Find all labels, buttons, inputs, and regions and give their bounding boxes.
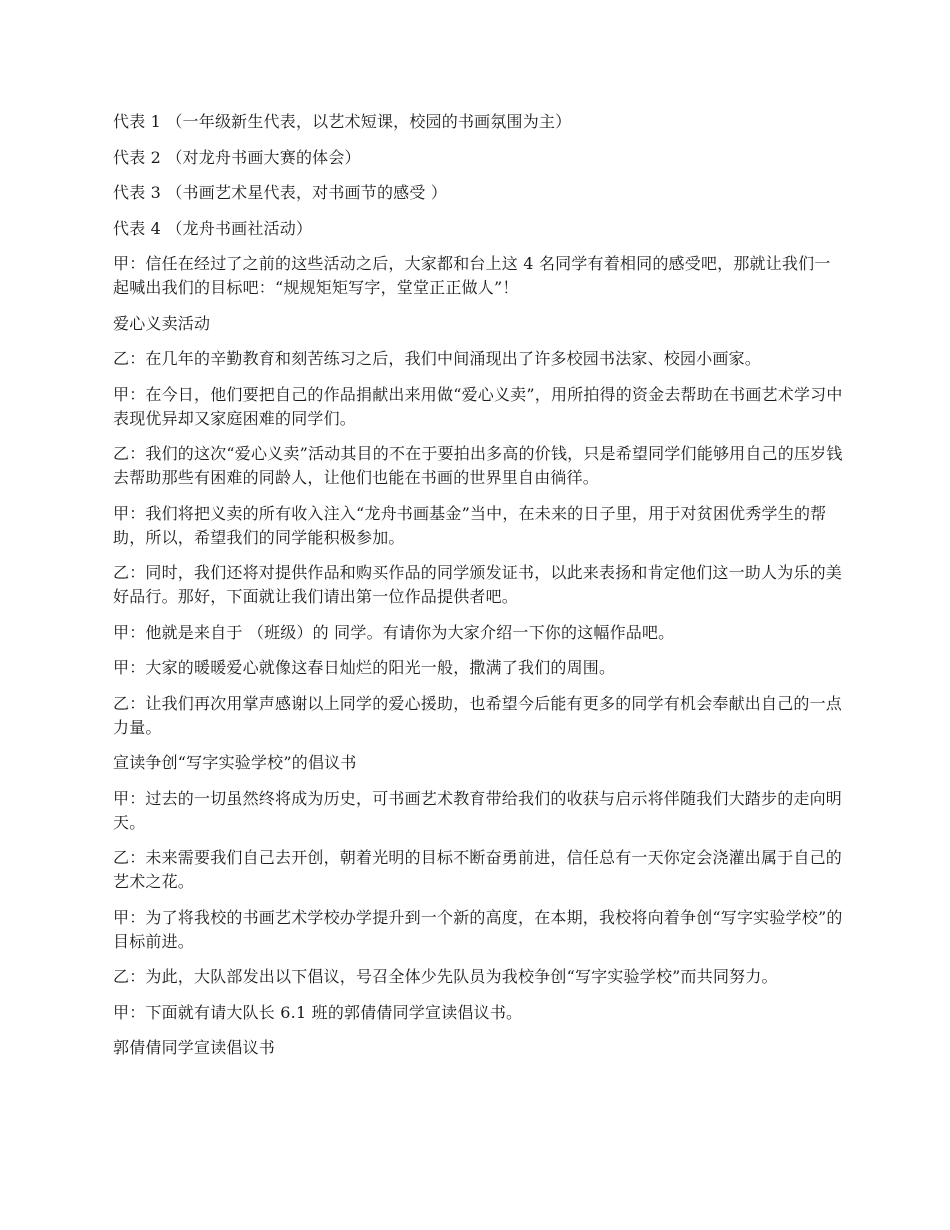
paragraph-yi-12: 乙：为此，大队部发出以下倡议，号召全体少先队员为我校争创“写字实验学校”而共同努力。 [113, 967, 778, 986]
paragraph-jia-11: 甲：为了将我校的书画艺术学校办学提升到一个新的高度，在本期，我校将向着争创“写字实验学校”的目标前进。 [113, 907, 843, 951]
document-page [113, 110, 843, 1072]
section-heading-charity-sale: 爱心义卖活动 [113, 313, 211, 333]
paragraph-yi-10: 乙：未来需要我们自己去开创，朝着光明的目标不断奋勇前进，信任总有一天你定会浇灌出属于自己的艺术之花。 [113, 848, 843, 891]
paragraph-jia-4: 甲：我们将把义卖的所有收入注入“龙舟书画基金”当中，在未来的日子里，用于对贫困优秀学生的帮助，所以，希望我们的同学能积极参加。 [113, 503, 827, 547]
section-heading-reading: 郭倩倩同学宣读倡议书 [113, 1038, 276, 1057]
paragraph-jia-7: 甲：大家的暖暖爱心就像这春日灿烂的阳光一般，撒满了我们的周围。 [113, 658, 616, 677]
paragraph-rep-3: 代表 3 （书画艺术星代表，对书画节的感受 ） [113, 183, 448, 202]
paragraph-yi-8: 乙：让我们再次用掌声感谢以上同学的爱心援助，也希望今后能有更多的同学有机会奉献出自己的一点力量。 [113, 693, 843, 737]
paragraph-jia-slogan: 甲：信任在经过了之前的这些活动之后，大家都和台上这 4 名同学有着相同的感受吧，那就让我们一起喊出我们的目标吧：“规规矩矩写字，堂堂正正做人”！ [113, 254, 831, 297]
paragraph-jia-9: 甲：过去的一切虽然终将成为历史，可书画艺术教育带给我们的收获与启示将伴随我们大踏步的走向明天。 [113, 788, 843, 832]
paragraph-yi-3: 乙：我们的这次“爱心义卖”活动其目的不在于要拍出多高的价钱，只是希望同学们能够用自己的压岁钱去帮助那些有困难的同龄人，让他们也能在书画的世界里自由徜徉。 [113, 444, 843, 487]
paragraph-rep-2: 代表 2 （对龙舟书画大赛的体会） [113, 147, 361, 167]
paragraph-yi-5: 乙：同时，我们还将对提供作品和购买作品的同学颁发证书，以此来表扬和肯定他们这一助人为乐的美好品行。那好，下面就让我们请出第一位作品提供者吧。 [113, 563, 843, 606]
paragraph-jia-6: 甲：他就是来自于 （班级）的 同学。有请你为大家介绍一下你的这幅作品吧。 [113, 622, 675, 642]
paragraph-jia-13: 甲：下面就有请大队长 6.1 班的郭倩倩同学宣读倡议书。 [113, 1002, 523, 1022]
section-heading-proposal: 宣读争创“写字实验学校”的倡议书 [113, 753, 357, 772]
paragraph-yi-1: 乙：在几年的辛勤教育和刻苦练习之后，我们中间涌现出了许多校园书法家、校园小画家。 [113, 349, 762, 368]
paragraph-jia-2: 甲：在今日，他们要把自己的作品捐献出来用做“爱心义卖”，用所拍得的资金去帮助在书画艺术学习中表现优异却又家庭困难的同学们。 [113, 384, 843, 428]
paragraph-rep-4: 代表 4 （龙舟书画社活动） [113, 218, 313, 238]
paragraph-rep-1: 代表 1 （一年级新生代表，以艺术短课，校园的书画氛围为主） [113, 112, 572, 131]
